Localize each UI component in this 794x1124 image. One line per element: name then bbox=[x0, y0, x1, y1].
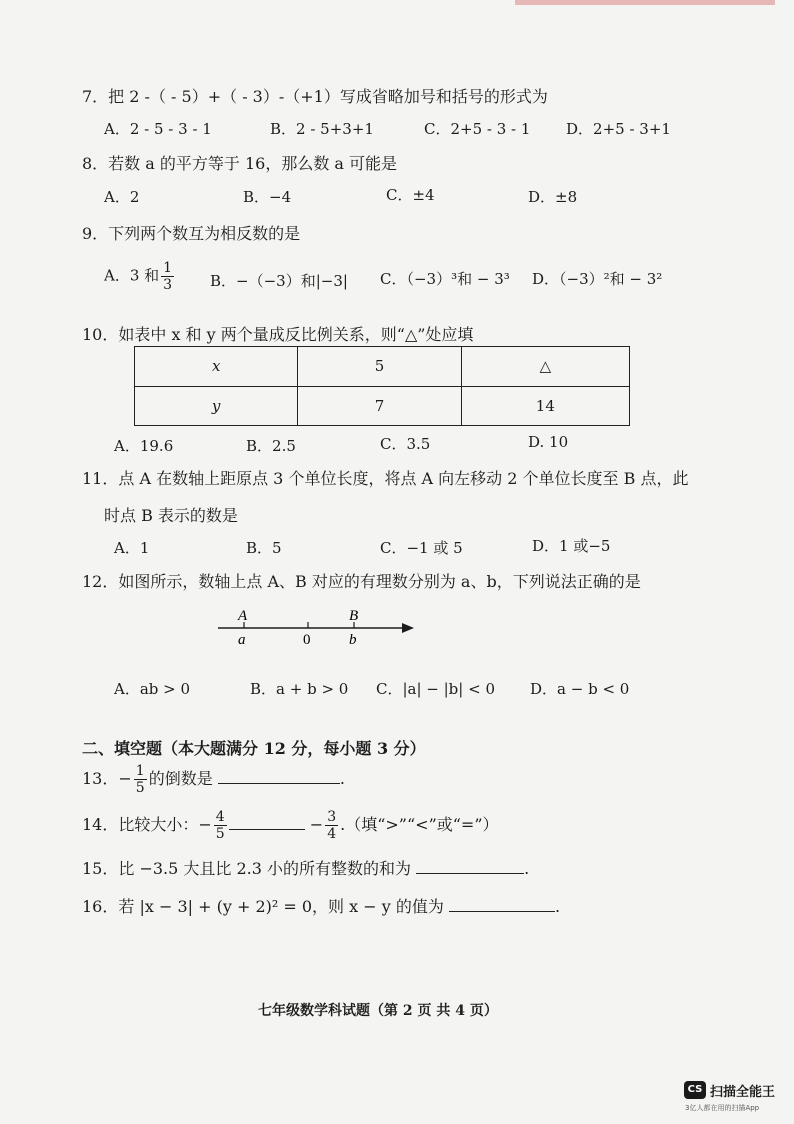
q13 bbox=[82, 763, 345, 796]
table-cell: y bbox=[135, 386, 298, 426]
q9-option-a bbox=[104, 260, 176, 293]
q14-sign2: − bbox=[309, 815, 324, 834]
table-cell: x bbox=[135, 347, 298, 387]
table-row bbox=[135, 347, 630, 387]
q8-option-a: A．2 bbox=[104, 188, 140, 206]
q13-sign: − bbox=[118, 769, 132, 788]
q14-text: .（填“>”“<”或“=”） bbox=[340, 815, 499, 834]
q14 bbox=[82, 809, 499, 842]
fraction bbox=[161, 260, 174, 293]
q13-number: 13． bbox=[82, 769, 119, 788]
q13-text: 的倒数是 bbox=[148, 769, 213, 788]
q10-option-c: C．3.5 bbox=[380, 435, 431, 453]
q16-text: 16．若 |x − 3| + (y + 2)² = 0，则 x − y 的值为 bbox=[82, 897, 444, 916]
answer-blank[interactable] bbox=[449, 911, 555, 912]
proportion-table bbox=[134, 346, 630, 426]
table-cell-triangle: △ bbox=[461, 347, 629, 387]
q12-option-d: D．a − b < 0 bbox=[530, 680, 630, 698]
fraction bbox=[325, 809, 338, 842]
fraction bbox=[134, 763, 147, 796]
fraction-denominator: 5 bbox=[135, 780, 145, 796]
q15-text: 15．比 −3.5 大且比 2.3 小的所有整数的和为 bbox=[82, 859, 412, 878]
fraction-numerator: 4 bbox=[215, 809, 225, 825]
value-a-label: a bbox=[238, 632, 246, 648]
section-heading: 二、填空题（本大题满分 12 分，每小题 3 分） bbox=[82, 739, 426, 758]
q9-option-a-prefix: A．3 和 bbox=[104, 266, 160, 285]
q16-end: . bbox=[554, 897, 561, 916]
q10-option-b: B．2.5 bbox=[246, 437, 296, 455]
q8-stem: 8．若数 a 的平方等于 16，那么数 a 可能是 bbox=[82, 154, 398, 173]
q7-option-a: A．2 - 5 - 3 - 1 bbox=[104, 120, 212, 138]
q9-option-b: B．−（−3）和|−3| bbox=[210, 272, 348, 290]
q12-option-b: B．a + b > 0 bbox=[250, 680, 349, 698]
q11-stem-line2: 时点 B 表示的数是 bbox=[104, 506, 238, 525]
q14-number: 14．比较大小： bbox=[82, 815, 199, 834]
q12-stem: 12．如图所示，数轴上点 A、B 对应的有理数分别为 a、b，下列说法正确的是 bbox=[82, 572, 641, 591]
point-a-label: A bbox=[238, 608, 248, 624]
fraction-denominator: 3 bbox=[163, 277, 173, 293]
watermark-tagline: 3亿人都在用的扫描App bbox=[685, 1104, 760, 1112]
q13-end: . bbox=[339, 769, 345, 788]
q9-option-d: D．（−3）²和 − 3² bbox=[532, 270, 663, 288]
q7-option-b: B．2 - 5+3+1 bbox=[270, 120, 374, 138]
table-cell: 7 bbox=[298, 386, 461, 426]
origin-label: 0 bbox=[303, 632, 311, 648]
q12-option-c: C．|a| − |b| < 0 bbox=[376, 680, 495, 698]
page-footer: 七年级数学科试题（第 2 页 共 4 页） bbox=[258, 1003, 498, 1019]
point-b-label: B bbox=[349, 608, 359, 624]
table-cell: 14 bbox=[461, 386, 629, 426]
q11-option-a: A．1 bbox=[114, 539, 150, 557]
q7-option-c: C．2+5 - 3 - 1 bbox=[424, 120, 531, 138]
fraction bbox=[214, 809, 227, 842]
q10-stem: 10．如表中 x 和 y 两个量成反比例关系，则“△”处应填 bbox=[82, 325, 474, 344]
q9-option-c: C．（−3）³和 − 3³ bbox=[380, 270, 510, 288]
q7-stem: 7．把 2 -（ - 5）+（ - 3）-（+1）写成省略加号和括号的形式为 bbox=[82, 87, 548, 106]
q8-option-b: B．−4 bbox=[243, 188, 292, 206]
q8-option-d: D．±8 bbox=[528, 188, 578, 206]
q10-option-d: D. 10 bbox=[528, 433, 569, 451]
arrow-icon bbox=[402, 623, 414, 633]
q8-option-c: C．±4 bbox=[386, 186, 435, 204]
q16 bbox=[82, 894, 560, 917]
q10-option-a: A．19.6 bbox=[114, 437, 174, 455]
scan-edge-mark bbox=[515, 0, 775, 5]
fraction-numerator: 1 bbox=[163, 260, 173, 276]
fraction-numerator: 1 bbox=[135, 763, 145, 779]
camscanner-logo-icon: CS bbox=[684, 1081, 706, 1099]
q12-option-a: A．ab > 0 bbox=[114, 680, 191, 698]
q14-sign1: − bbox=[198, 815, 212, 834]
table-cell: 5 bbox=[298, 347, 461, 387]
watermark-name: 扫描全能王 bbox=[710, 1085, 776, 1100]
q11-stem-line1: 11．点 A 在数轴上距原点 3 个单位长度，将点 A 向左移动 2 个单位长度至 B 点，此 bbox=[82, 469, 689, 488]
fraction-denominator: 4 bbox=[327, 826, 337, 842]
q15 bbox=[82, 856, 529, 879]
value-b-label: b bbox=[349, 632, 357, 648]
q11-option-d: D．1 或−5 bbox=[532, 537, 611, 555]
q11-option-c: C．−1 或 5 bbox=[380, 539, 463, 557]
fraction-denominator: 5 bbox=[215, 826, 225, 842]
q7-option-d: D．2+5 - 3+1 bbox=[566, 120, 671, 138]
answer-blank[interactable] bbox=[229, 829, 305, 830]
number-line bbox=[210, 606, 420, 650]
q9-stem: 9．下列两个数互为相反数的是 bbox=[82, 224, 301, 243]
answer-blank[interactable] bbox=[416, 873, 524, 874]
answer-blank[interactable] bbox=[218, 783, 340, 784]
q11-option-b: B．5 bbox=[246, 539, 282, 557]
q15-end: . bbox=[524, 859, 530, 878]
fraction-numerator: 3 bbox=[327, 809, 337, 825]
table-row bbox=[135, 386, 630, 426]
